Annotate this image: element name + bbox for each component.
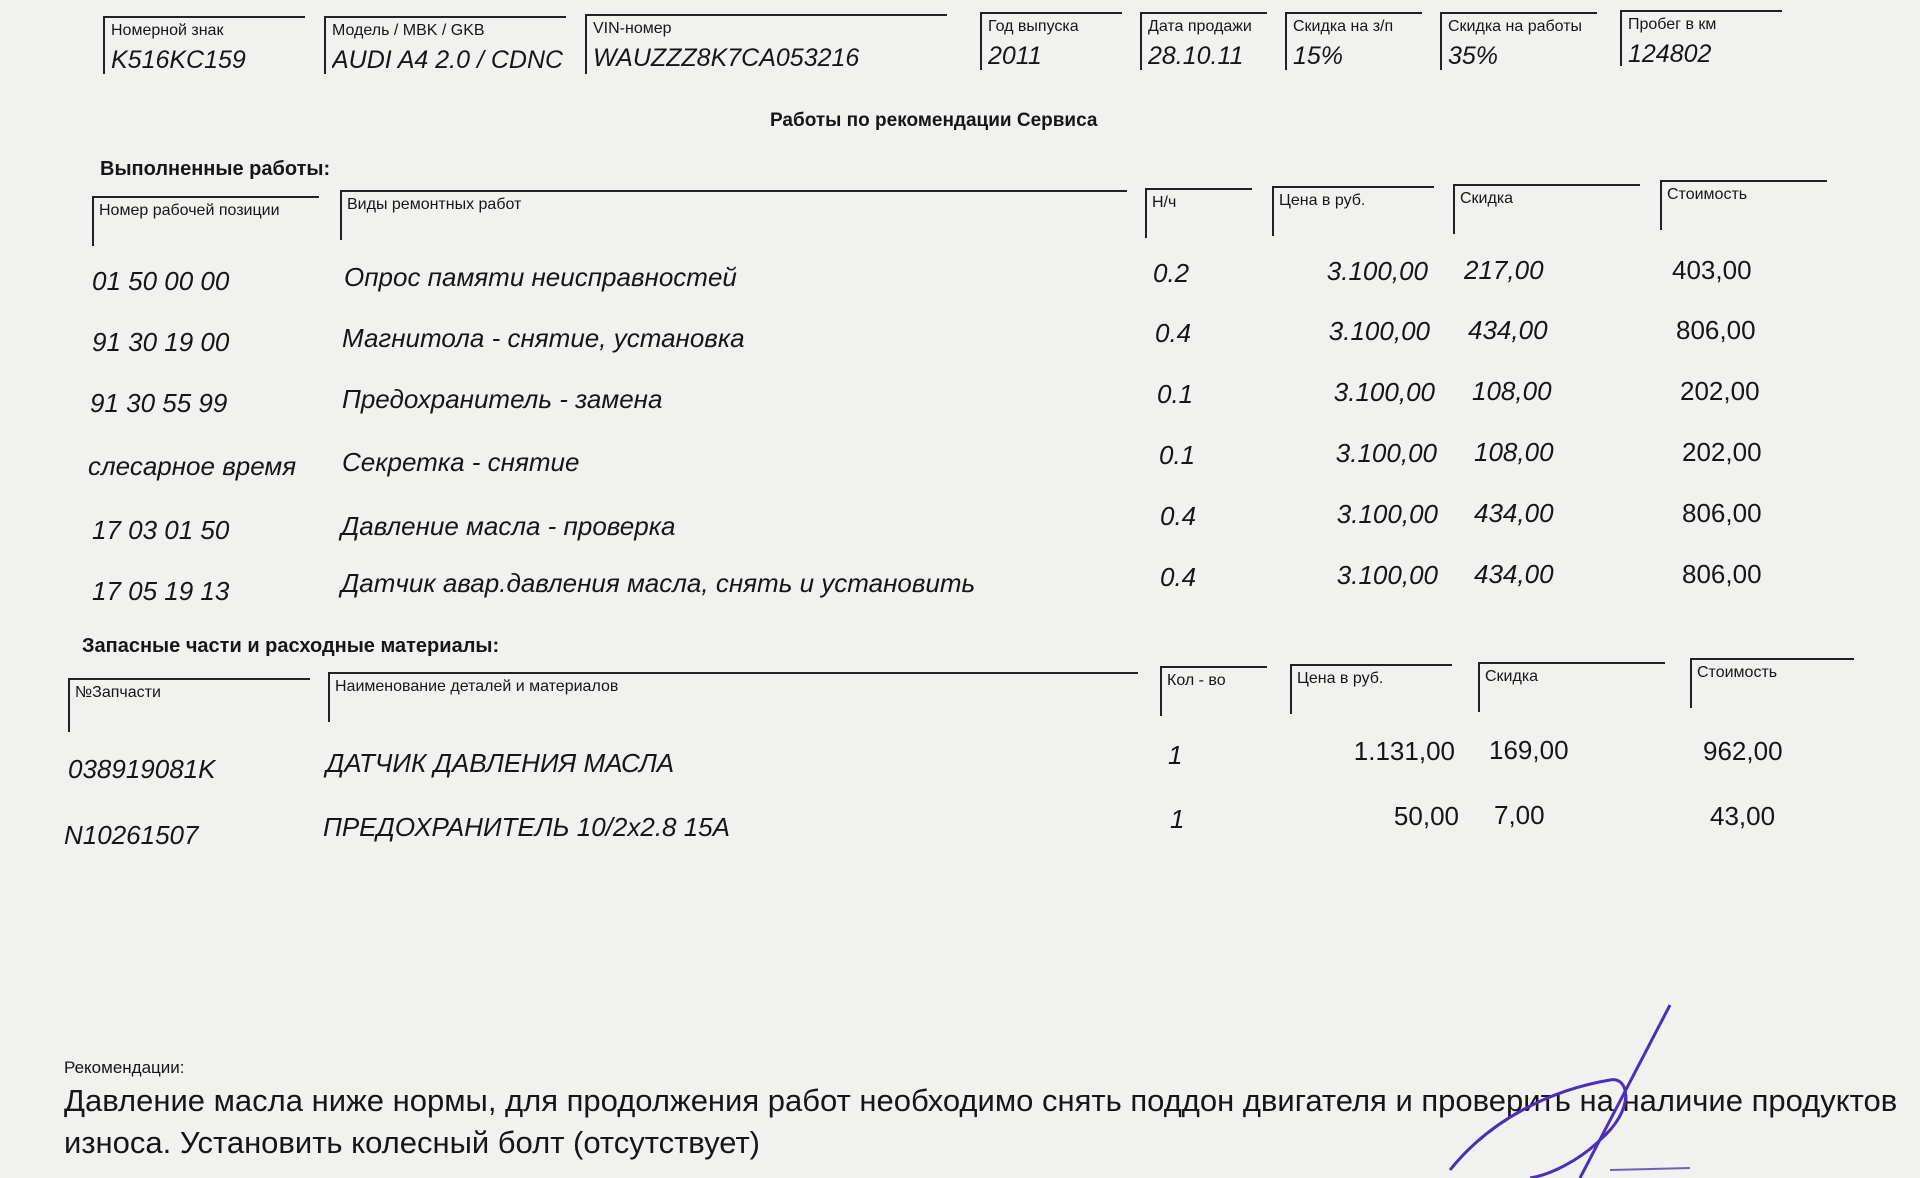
work-price: 3.100,00	[1335, 438, 1437, 468]
part-price: 1.131,00	[1353, 736, 1455, 766]
part-code: 038919081K	[68, 754, 216, 784]
parts-discount-box	[1285, 12, 1422, 70]
works-discount-label: Скидка на работы	[1448, 18, 1583, 35]
works-col-cost-label: Стоимость	[1667, 186, 1748, 203]
part-qty: 1	[1170, 804, 1185, 834]
work-cost: 806,00	[1682, 498, 1762, 528]
works-col-price	[1272, 186, 1434, 236]
works-col-code-label: Номер рабочей позиции	[99, 202, 280, 219]
vin-value: WAUZZZ8K7CA053216	[593, 44, 860, 72]
parts-discount-value: 15%	[1293, 42, 1344, 70]
works-col-discount	[1453, 184, 1640, 234]
work-price: 3.100,00	[1336, 560, 1438, 590]
work-hours: 0.4	[1160, 562, 1197, 592]
part-code: N10261507	[64, 820, 199, 850]
parts-col-name	[328, 672, 1138, 722]
work-price: 3.100,00	[1328, 316, 1430, 346]
works-discount-box	[1440, 12, 1597, 70]
mileage-value: 124802	[1628, 40, 1712, 68]
parts-col-price	[1290, 664, 1452, 714]
work-cost: 806,00	[1676, 315, 1756, 345]
year-box	[980, 12, 1122, 70]
document-title: Работы по рекомендации Сервиса	[770, 110, 1098, 131]
model-box	[324, 16, 566, 74]
plate-box	[103, 16, 305, 74]
works-discount-value: 35%	[1448, 42, 1499, 70]
part-name: ДАТЧИК ДАВЛЕНИЯ МАСЛА	[326, 748, 675, 778]
recommendations-text: Давление масла ниже нормы, для продолжения работ необходимо снять поддон двигателя и проверить на наличие продуктов износа. Установить колесный болт (отсутствует)	[64, 1083, 1898, 1160]
work-name: Датчик авар.давления масла, снять и установить	[341, 568, 976, 598]
work-code: 91 30 55 99	[90, 388, 228, 418]
year-label: Год выпуска	[988, 18, 1079, 35]
parts-discount-label: Скидка на з/п	[1293, 18, 1394, 35]
work-hours: 0.1	[1157, 379, 1194, 409]
sale-date-value: 28.10.11	[1148, 42, 1244, 70]
parts-section-title: Запасные части и расходные материалы:	[82, 635, 500, 657]
works-col-name-label: Виды ремонтных работ	[347, 196, 522, 213]
mileage-box	[1620, 10, 1782, 66]
work-name: Давление масла - проверка	[341, 511, 676, 541]
work-hours: 0.1	[1159, 440, 1196, 470]
work-cost: 806,00	[1682, 559, 1762, 589]
part-discount: 169,00	[1489, 735, 1569, 765]
work-discount: 434,00	[1468, 315, 1548, 345]
work-cost: 403,00	[1672, 255, 1752, 285]
mileage-label: Пробег в км	[1628, 16, 1717, 33]
work-discount: 434,00	[1474, 498, 1554, 528]
parts-col-code-label: №Запчасти	[75, 684, 161, 701]
works-col-cost	[1660, 180, 1827, 230]
sale-date-box	[1140, 12, 1267, 70]
work-code: 17 05 19 13	[92, 576, 230, 606]
parts-col-code	[68, 678, 310, 732]
part-name: ПРЕДОХРАНИТЕЛЬ 10/2x2.8 15A	[323, 812, 730, 842]
works-col-name	[340, 190, 1127, 240]
signature	[1430, 1000, 1690, 1178]
part-cost: 43,00	[1710, 801, 1776, 831]
part-discount: 7,00	[1494, 800, 1545, 830]
work-cost: 202,00	[1680, 376, 1760, 406]
parts-col-price-label: Цена в руб.	[1297, 670, 1384, 687]
vin-box	[585, 14, 947, 74]
parts-col-cost	[1690, 658, 1854, 708]
work-name: Опрос памяти неисправностей	[344, 262, 737, 292]
model-label: Модель / MBK / GKB	[332, 22, 485, 39]
work-code: 01 50 00 00	[92, 266, 230, 296]
parts-col-discount-label: Скидка	[1485, 668, 1539, 685]
work-code: 91 30 19 00	[92, 327, 230, 357]
parts-col-qty	[1160, 666, 1267, 716]
work-discount: 217,00	[1464, 255, 1544, 285]
work-hours: 0.4	[1155, 318, 1192, 348]
works-col-discount-label: Скидка	[1460, 190, 1514, 207]
work-hours: 0.2	[1153, 258, 1190, 288]
work-price: 3.100,00	[1336, 499, 1438, 529]
work-name: Секретка - снятие	[342, 447, 580, 477]
parts-col-cost-label: Стоимость	[1697, 664, 1778, 681]
model-value: AUDI A4 2.0 / CDNC	[332, 46, 564, 74]
parts-col-name-label: Наименование деталей и материалов	[335, 678, 619, 695]
plate-value: K516KC159	[111, 46, 246, 74]
part-qty: 1	[1168, 740, 1183, 770]
work-name: Предохранитель - замена	[342, 384, 663, 414]
works-section-title: Выполненные работы:	[100, 158, 331, 180]
work-name: Магнитола - снятие, установка	[342, 323, 745, 353]
sale-date-label: Дата продажи	[1148, 18, 1252, 35]
work-price: 3.100,00	[1326, 256, 1428, 286]
recommendations-label: Рекомендации:	[64, 1058, 185, 1077]
work-discount: 434,00	[1474, 559, 1554, 589]
works-col-code	[92, 196, 319, 246]
year-value: 2011	[988, 42, 1042, 70]
part-cost: 962,00	[1703, 736, 1783, 766]
work-discount: 108,00	[1472, 376, 1552, 406]
work-discount: 108,00	[1474, 437, 1554, 467]
parts-col-discount	[1478, 662, 1665, 712]
work-hours: 0.4	[1160, 501, 1197, 531]
work-price: 3.100,00	[1333, 377, 1435, 407]
plate-label: Номерной знак	[111, 22, 224, 39]
part-price: 50,00	[1393, 801, 1459, 831]
works-col-hours	[1145, 188, 1252, 238]
work-code: слесарное время	[88, 451, 297, 481]
parts-col-qty-label: Кол - во	[1167, 672, 1226, 689]
work-cost: 202,00	[1682, 437, 1762, 467]
works-col-price-label: Цена в руб.	[1279, 192, 1366, 209]
works-col-hours-label: Н/ч	[1152, 194, 1177, 211]
vin-label: VIN-номер	[593, 20, 672, 37]
work-code: 17 03 01 50	[92, 515, 230, 545]
